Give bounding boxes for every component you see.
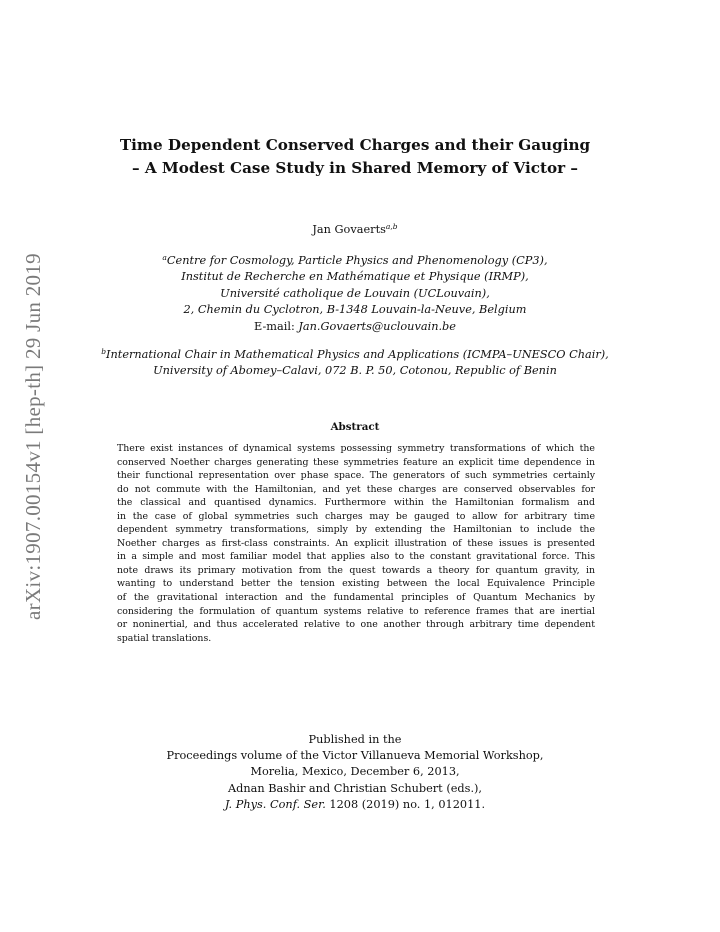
email-address[interactable]: Jan.Govaerts@uclouvain.be xyxy=(298,319,456,333)
email-row xyxy=(60,319,650,335)
affiliation-a xyxy=(60,253,650,335)
publication-line: Adnan Bashir and Christian Schubert (eds.), xyxy=(227,781,483,795)
abstract-line: do not commute with the Hamiltonian, and yet these charges are conserved observables for xyxy=(117,483,595,495)
abstract-line: wanting to understand better the tension existing between the local Equivalence Principle xyxy=(117,578,595,590)
affiliation-b xyxy=(80,347,630,380)
author-line xyxy=(60,222,650,237)
affiliation-a-line: $^a$Centre for Cosmology, Particle Physics and Phenomenology (CP3), xyxy=(162,253,548,267)
abstract-line: in the case of global symmetries such charges may be gauged to allow for arbitrary time xyxy=(117,510,595,522)
publication-note xyxy=(60,732,650,813)
abstract-heading: Abstract xyxy=(330,421,380,433)
paper-title-line-1: Time Dependent Conserved Charges and their Gauging xyxy=(119,136,591,154)
arxiv-identifier-text: arXiv:1907.00154v1 [hep-th] 29 Jun 2019 xyxy=(20,252,45,620)
paper-title-line-2: – A Modest Case Study in Shared Memory of Victor – xyxy=(131,159,579,177)
publication-citation xyxy=(60,797,650,813)
affiliation-b-line: $^b$International Chair in Mathematical Physics and Applications (ICMPA–UNESCO Chair), xyxy=(101,347,609,361)
abstract-line: their functional representation over phase space. The generators of such symmetries certainly xyxy=(117,470,595,482)
abstract-line: considering the formulation of quantum systems relative to reference frames that are inertial xyxy=(117,605,595,617)
paper-title xyxy=(60,134,650,180)
publication-line: Morelia, Mexico, December 6, 2013, xyxy=(250,765,460,779)
abstract-body xyxy=(117,442,595,645)
abstract-line: in a simple and most familiar model that applies also to the constant gravitational force. This xyxy=(117,551,595,563)
abstract-line: note draws its primary motivation from the quest towards a theory for quantum gravity, in xyxy=(117,564,595,576)
publication-line: Proceedings volume of the Victor Villanueva Memorial Workshop, xyxy=(166,749,544,763)
journal-name: J. Phys. Conf. Ser. xyxy=(224,797,326,811)
abstract-line: or noninertial, and thus accelerated relative to one another through arbitrary time dependent xyxy=(117,619,595,631)
author-affiliation-marks: a,b xyxy=(385,222,398,231)
email-label: E-mail: xyxy=(254,319,295,333)
affiliation-a-mark: a xyxy=(162,253,167,262)
publication-line: Published in the xyxy=(308,733,402,746)
abstract-line: conserved Noether charges generating these symmetries feature an explicit time dependence in xyxy=(117,456,595,468)
abstract-line: the classical and quantised dynamics. Furthermore within the Hamiltonian formalism and xyxy=(117,497,595,509)
affiliation-b-mark: b xyxy=(101,347,107,356)
abstract-line: dependent symmetry transformations, simply by extending the Hamiltonian to include the xyxy=(117,524,595,536)
author-name: Jan Govaerts xyxy=(312,223,386,236)
affiliation-a-line: Institut de Recherche en Mathématique et Physique (IRMP), xyxy=(181,270,529,284)
affiliation-a-line: Université catholique de Louvain (UCLouvain), xyxy=(220,286,490,300)
abstract-line: spatial translations. xyxy=(117,632,212,644)
citation-details: 1208 (2019) no. 1, 012011. xyxy=(325,797,486,811)
abstract-line: of the gravitational interaction and the fundamental principles of Quantum Mechanics by xyxy=(117,592,595,604)
arxiv-identifier-stamp xyxy=(10,231,56,641)
affiliation-b-line: University of Abomey–Calavi, 072 B. P. 50, Cotonou, Republic of Benin xyxy=(153,364,557,378)
abstract-line: There exist instances of dynamical systems possessing symmetry transformations of which the xyxy=(117,443,595,454)
abstract-line: Noether charges as first-class constraints. An explicit illustration of these issues is presented xyxy=(117,537,595,549)
affiliation-a-line: 2, Chemin du Cyclotron, B-1348 Louvain-la-Neuve, Belgium xyxy=(183,303,527,317)
